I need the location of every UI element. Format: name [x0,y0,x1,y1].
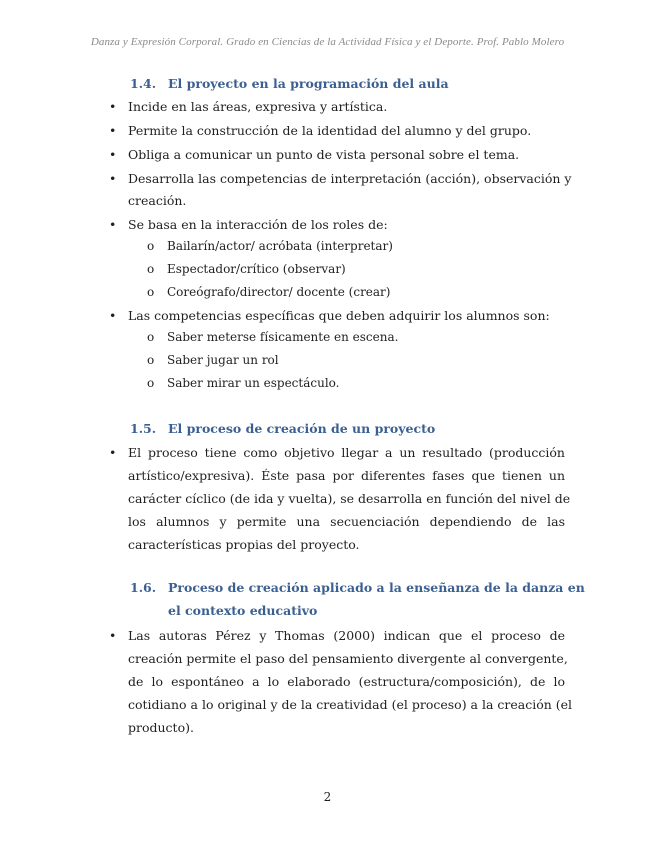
sub-bullet-marker: o [147,239,155,253]
section-title: Proceso de creación aplicado a la enseñanza de la danza en [168,580,585,595]
section-1-6-heading [130,576,585,599]
section-1-6-heading-continuation [130,599,317,622]
list-item: Desarrolla las competencias de interpretación (acción), observación y [128,171,572,186]
section-number: 1.6. [130,580,157,595]
sub-bullet-marker: o [147,262,155,276]
bullet-marker: • [109,123,117,138]
paragraph-line: El proceso tiene como objetivo llegar a un resultado (producción [128,445,565,460]
sub-list-item: Saber jugar un rol [167,353,279,367]
section-1-5-heading [130,417,435,440]
section-title: El proyecto en la programación del aula [168,76,449,91]
section-title: El proceso de creación de un proyecto [168,421,436,436]
list-item: Obliga a comunicar un punto de vista personal sobre el tema. [128,147,520,162]
sub-bullet-marker: o [147,330,155,344]
paragraph-line: producto). [128,720,194,735]
list-item: Incide en las áreas, expresiva y artística. [128,99,388,114]
section-1-4-heading [130,72,449,95]
list-item-continuation: creación. [128,193,187,208]
sub-bullet-marker: o [147,285,155,299]
sub-bullet-marker: o [147,376,155,390]
paragraph-line: carácter cíclico (de ida y vuelta), se desarrolla en función del nivel de [128,491,571,506]
list-item: Las competencias específicas que deben adquirir los alumnos son: [128,308,550,323]
section-title: el contexto educativo [168,603,318,618]
bullet-marker: • [109,171,117,186]
sub-list-item: Espectador/crítico (observar) [167,262,346,276]
sub-list-item: Saber meterse físicamente en escena. [167,330,399,344]
sub-list-item: Bailarín/actor/ acróbata (interpretar) [167,239,393,253]
bullet-marker: • [109,99,117,114]
list-item: Se basa en la interacción de los roles de: [128,217,388,232]
section-number: 1.4. [130,76,157,91]
sub-list-item: Coreógrafo/director/ docente (crear) [167,285,391,299]
sub-list-item: Saber mirar un espectáculo. [167,376,340,390]
bullet-marker: • [109,628,117,643]
paragraph-line: de lo espontáneo a lo elaborado (estructura/composición), de lo [128,674,565,689]
paragraph-line: artístico/expresiva). Éste pasa por diferentes fases que tienen un [128,468,565,483]
bullet-marker: • [109,217,117,232]
sub-bullet-marker: o [147,353,155,367]
page-number: 2 [323,790,332,804]
paragraph-line: características propias del proyecto. [128,537,360,552]
bullet-marker: • [109,445,117,460]
paragraph-line: los alumnos y permite una secuenciación dependiendo de las [128,514,565,529]
running-header: Danza y Expresión Corporal. Grado en Ciencias de la Actividad Física y el Deporte. Prof. Pablo Molero [90,36,565,48]
bullet-marker: • [109,147,117,162]
paragraph-line: Las autoras Pérez y Thomas (2000) indican que el proceso de [128,628,565,643]
bullet-marker: • [109,308,117,323]
section-number: 1.5. [130,421,157,436]
paragraph-line: creación permite el paso del pensamiento divergente al convergente, [128,651,568,666]
paragraph-line: cotidiano a lo original y de la creatividad (el proceso) a la creación (el [128,697,573,712]
list-item: Permite la construcción de la identidad del alumno y del grupo. [128,123,532,138]
